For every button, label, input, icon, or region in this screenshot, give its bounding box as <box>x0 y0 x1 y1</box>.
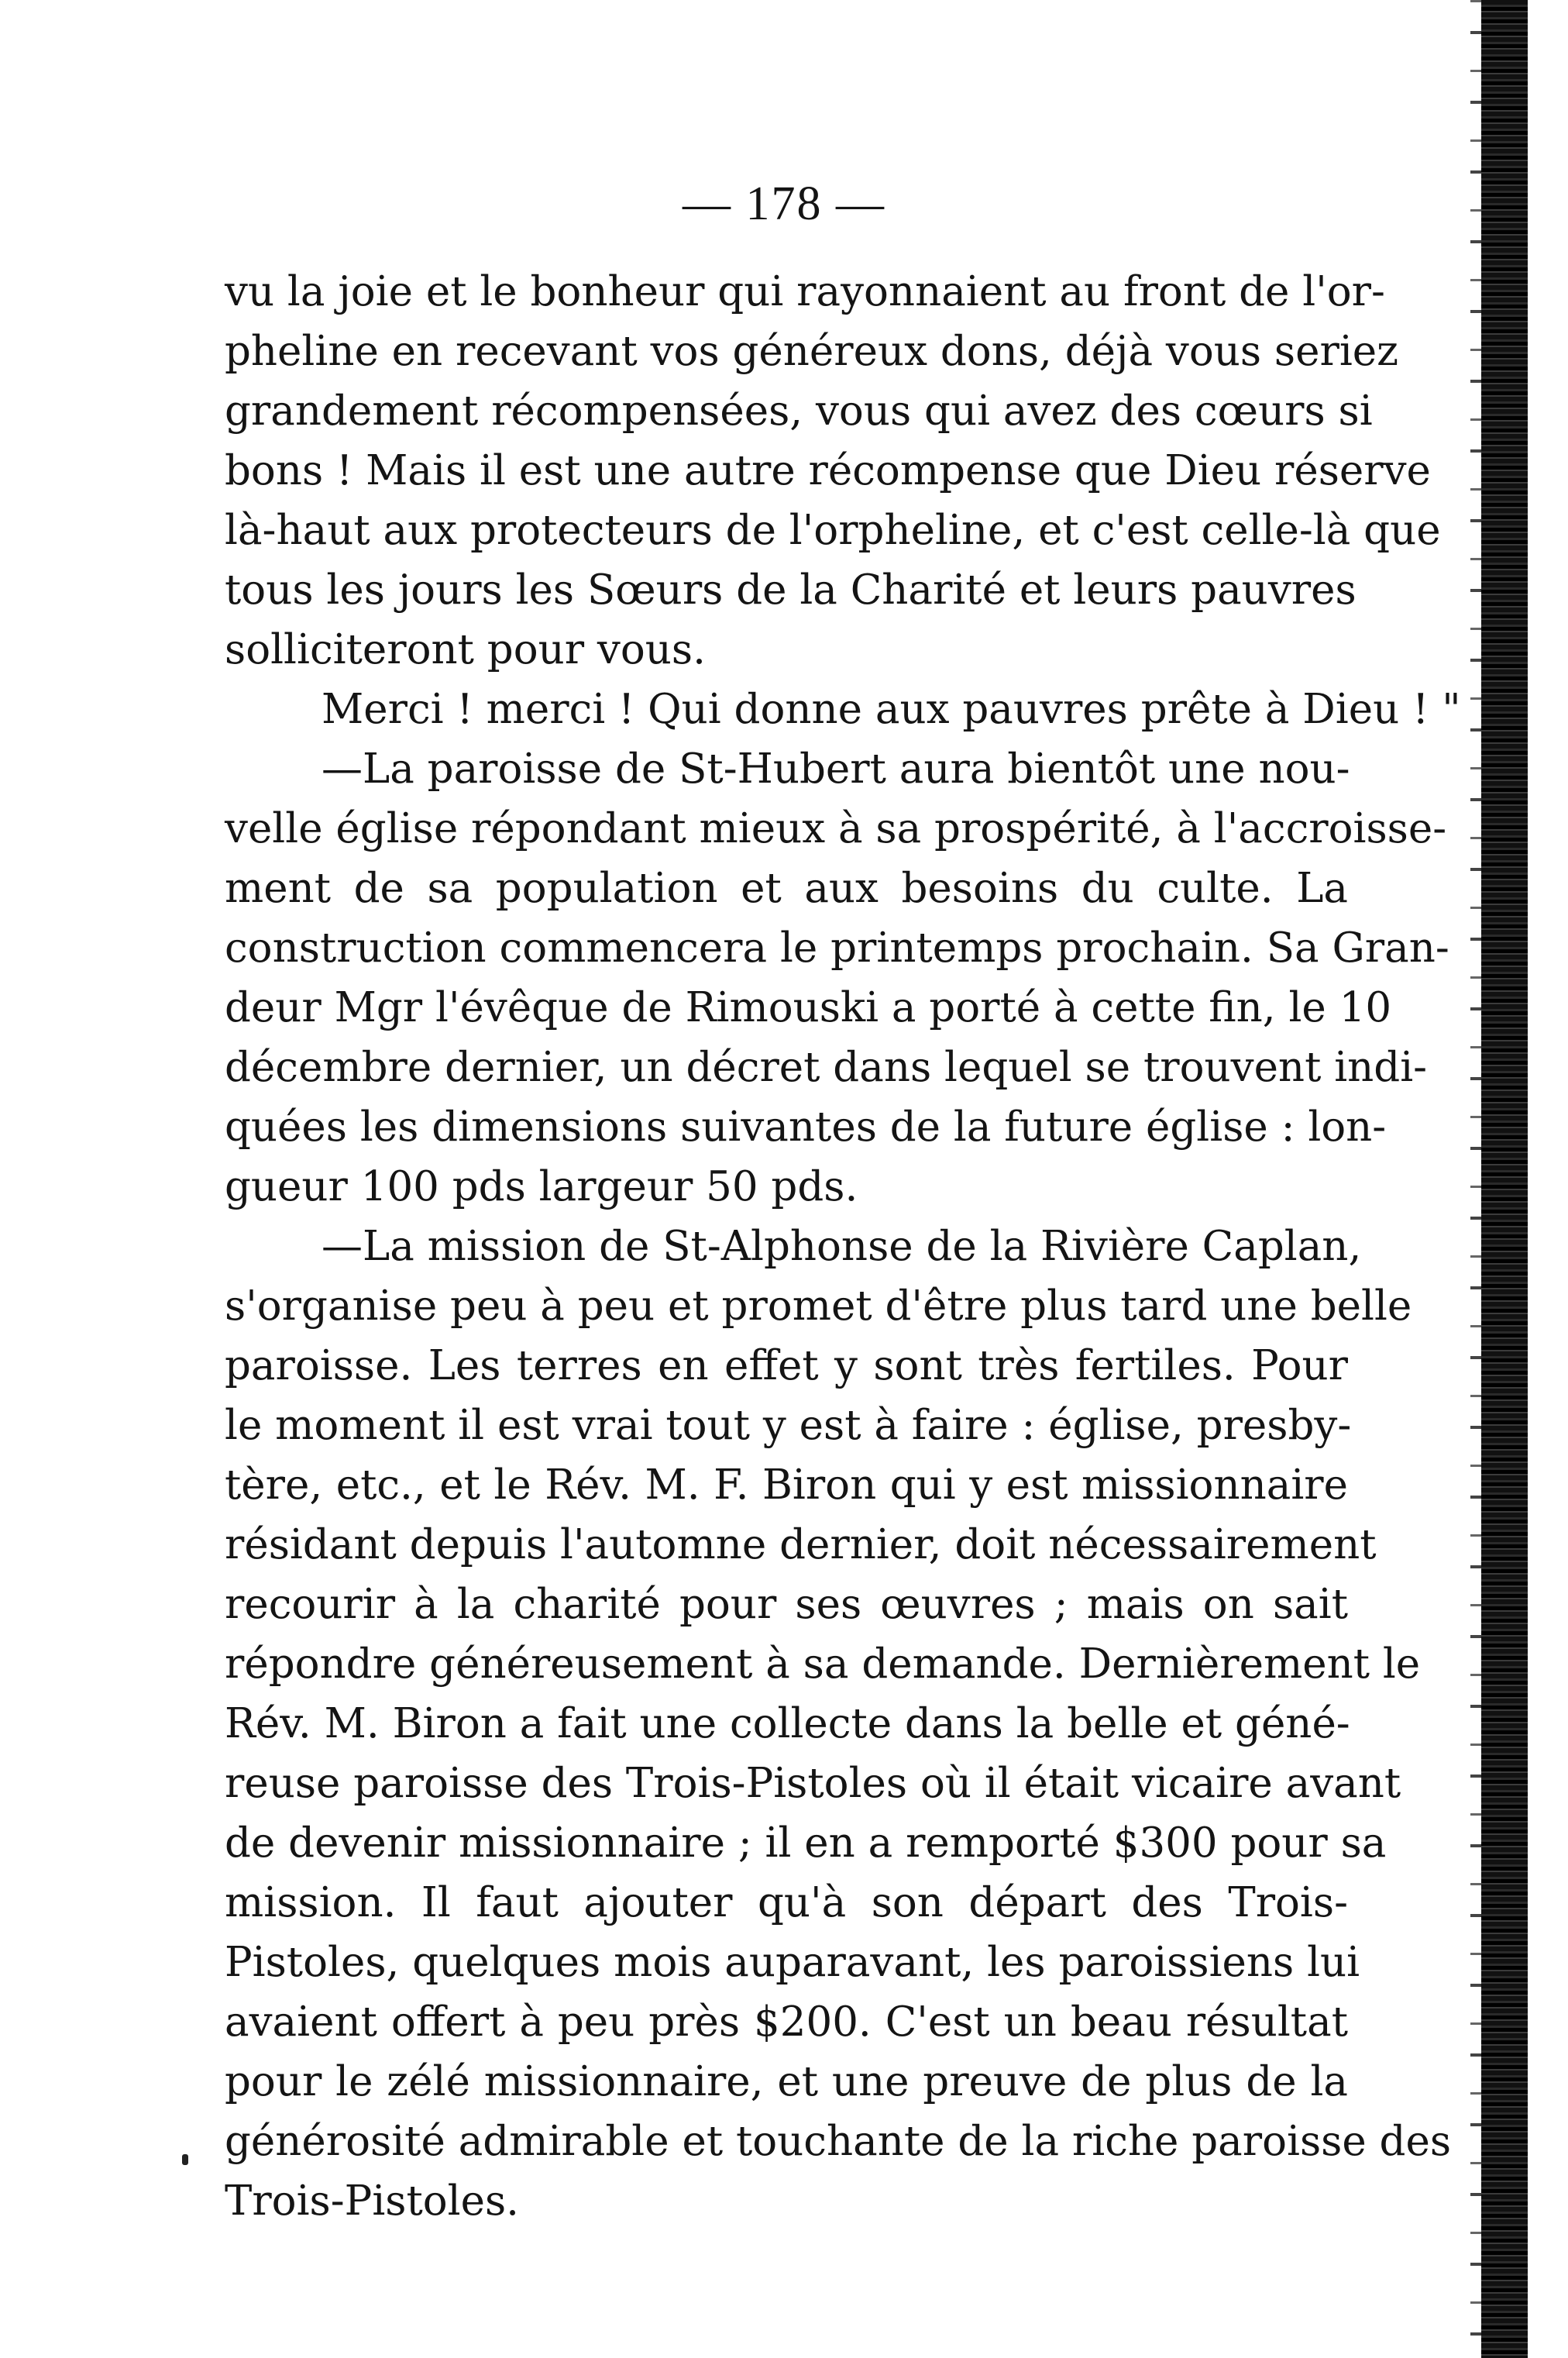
text-line: velle église répondant mieux à sa prospérité, à l'accroisse- <box>225 805 1447 852</box>
text-line: Rév. M. Biron a fait une collecte dans la belle et géné- <box>225 1700 1350 1747</box>
text-line: vu la joie et le bonheur qui rayonnaient au front de l'or- <box>225 268 1385 315</box>
text-line: Trois-Pistoles. <box>225 2177 520 2225</box>
text-line: —La paroisse de St-Hubert aura bientôt une nou- <box>322 745 1350 793</box>
text-line: solliciteront pour vous. <box>225 626 706 673</box>
text-line: mission. Il faut ajouter qu'à son départ des Trois- <box>225 1879 1348 1926</box>
text-line: reuse paroisse des Trois-Pistoles où il était vicaire avant <box>225 1760 1401 1807</box>
text-line: répondre généreusement à sa demande. Dernièrement le <box>225 1640 1421 1688</box>
text-line: pheline en recevant vos généreux dons, déjà vous seriez <box>225 328 1399 375</box>
text-line: tère, etc., et le Rév. M. F. Biron qui y est missionnaire <box>225 1461 1348 1509</box>
text-line: le moment il est vrai tout y est à faire : église, presby- <box>225 1402 1352 1449</box>
text-line: résidant depuis l'automne dernier, doit nécessairement <box>225 1521 1377 1568</box>
text-line: Pistoles, quelques mois auparavant, les paroissiens lui <box>225 1939 1360 1986</box>
page-number: — 178 — <box>683 177 885 230</box>
text-line: avaient offert à peu près $200. C'est un beau résultat <box>225 1998 1348 2046</box>
text-line: tous les jours les Sœurs de la Charité et leurs pauvres <box>225 566 1357 614</box>
text-line: construction commencera le printemps prochain. Sa Gran- <box>225 924 1449 972</box>
text-line: paroisse. Les terres en effet y sont très fertiles. Pour <box>225 1342 1348 1389</box>
text-line: générosité admirable et touchante de la riche paroisse des <box>225 2118 1452 2165</box>
text-line: —La mission de St-Alphonse de la Rivière Caplan, <box>322 1223 1362 1270</box>
text-line: ment de sa population et aux besoins du culte. La <box>225 865 1348 912</box>
text-line: là-haut aux protecteurs de l'orpheline, et c'est celle-là que <box>225 507 1441 554</box>
text-line: recourir à la charité pour ses œuvres ; mais on sait <box>225 1581 1348 1628</box>
text-line: grandement récompensées, vous qui avez des cœurs si <box>225 387 1373 435</box>
ink-speck <box>182 2154 188 2165</box>
text-line: de devenir missionnaire ; il en a remporté $300 pour sa <box>225 1819 1387 1867</box>
text-line: Merci ! merci ! Qui donne aux pauvres prête à Dieu ! " <box>322 686 1461 733</box>
text-line: décembre dernier, un décret dans lequel se trouvent indi- <box>225 1044 1428 1091</box>
text-line: s'organise peu à peu et promet d'être plus tard une belle <box>225 1282 1412 1330</box>
page-edge-shadow <box>1470 0 1481 2358</box>
text-line: pour le zélé missionnaire, et une preuve de plus de la <box>225 2058 1348 2105</box>
text-line: bons ! Mais il est une autre récompense que Dieu réserve <box>225 447 1431 494</box>
binding-edge <box>1481 0 1528 2358</box>
text-line: deur Mgr l'évêque de Rimouski a porté à cette fin, le 10 <box>225 984 1392 1031</box>
body-text <box>225 262 1461 2231</box>
text-line: quées les dimensions suivantes de la future église : lon- <box>225 1103 1387 1151</box>
text-line: gueur 100 pds largeur 50 pds. <box>225 1163 858 1210</box>
